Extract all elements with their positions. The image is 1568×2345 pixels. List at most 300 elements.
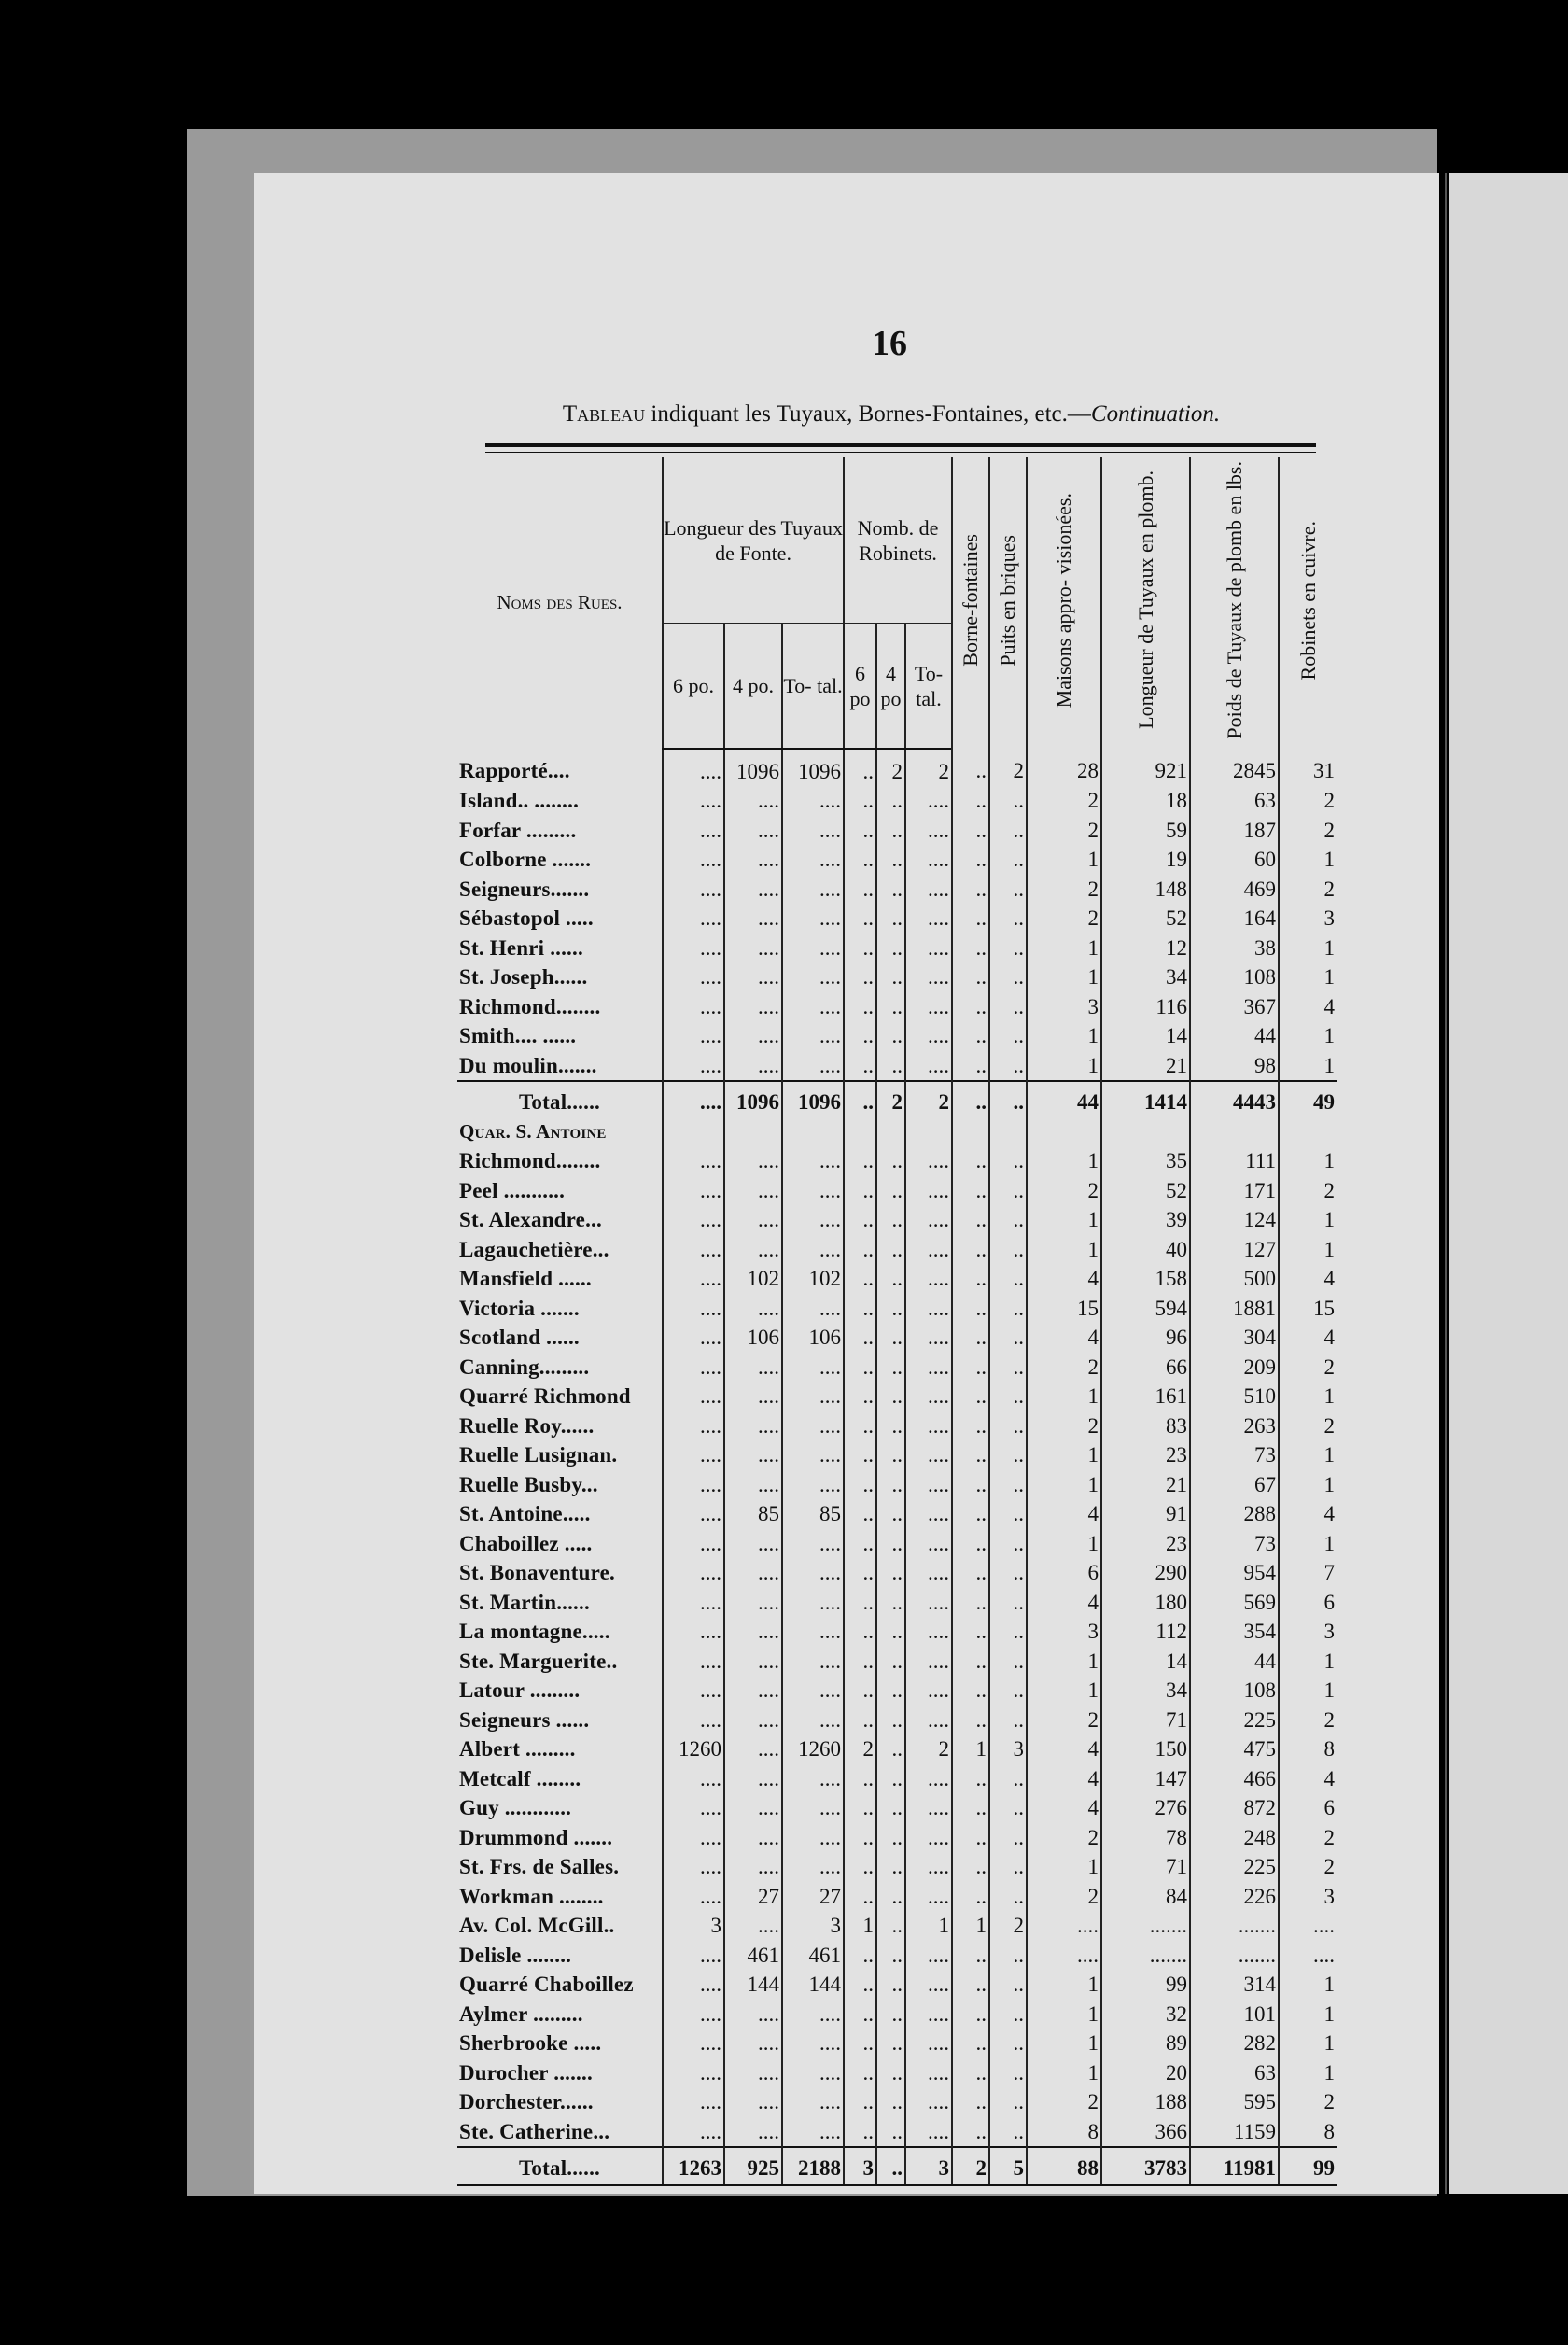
cell-value: 106 (724, 1323, 782, 1353)
cell-value: .. (989, 1558, 1027, 1588)
street-name: Victoria ....... (459, 1296, 580, 1320)
cell-value: .. (952, 2029, 989, 2058)
cell-value: 1 (1027, 2058, 1101, 2088)
table-row (457, 1440, 1337, 1470)
cell-value: .. (989, 816, 1027, 846)
cell-value: 872 (1190, 1793, 1279, 1823)
cell-value: .... (663, 1617, 724, 1647)
cell-value: .. (952, 1088, 989, 1117)
cell-value: .. (952, 2087, 989, 2117)
cell-value: .. (844, 1176, 876, 1206)
cell-value: 6 (1027, 1558, 1101, 1588)
cell-value: .... (905, 1647, 952, 1677)
table-row (457, 1911, 1337, 1941)
cell-value: .... (724, 1823, 782, 1853)
cell-value: .... (663, 2087, 724, 2117)
cell-value: 1 (844, 1911, 876, 1941)
cell-value: .... (782, 1823, 844, 1853)
cell-value: .... (724, 1676, 782, 1706)
cell-value: .... (724, 2000, 782, 2029)
street-name: Richmond........ (459, 1149, 601, 1173)
cell-value: .... (782, 1051, 844, 1082)
cell-value: .. (989, 1764, 1027, 1794)
cell-value: .... (1027, 1941, 1101, 1971)
street-name: Forfar ......... (459, 818, 577, 842)
cell-value: .... (905, 845, 952, 875)
cell-value: .... (663, 1176, 724, 1206)
cell-value: .. (952, 1235, 989, 1265)
cell-value: 2 (1279, 2087, 1337, 2117)
cell-value: .. (989, 1382, 1027, 1411)
cell-value: .... (782, 1706, 844, 1735)
street-name: Dorchester...... (459, 2090, 594, 2114)
cell-value: 263 (1190, 1411, 1279, 1441)
cell-value: .. (844, 1411, 876, 1441)
cell-value: .... (663, 1051, 724, 1082)
cell-value: 2 (1027, 1411, 1101, 1441)
cell-value: .. (952, 1793, 989, 1823)
cell-value: .. (989, 1440, 1027, 1470)
cell-value: 59 (1101, 816, 1190, 846)
cell-value: .. (952, 1051, 989, 1082)
street-name: St. Henri ...... (459, 935, 583, 960)
cell-value: .. (989, 1146, 1027, 1176)
cell-value: .. (989, 2117, 1027, 2148)
cell-value: .. (876, 1734, 905, 1764)
cell-value: .. (876, 2117, 905, 2148)
cell-value: .. (876, 1882, 905, 1912)
cell-value: .. (952, 1852, 989, 1882)
cell-value: .. (876, 1146, 905, 1176)
cell-value: .. (989, 1470, 1027, 1500)
cell-value: 954 (1190, 1558, 1279, 1588)
cell-value: 4 (1027, 1588, 1101, 1618)
cell-value: .. (952, 962, 989, 992)
street-name: Total...... (519, 1090, 600, 1115)
table-row (457, 1764, 1337, 1794)
cell-value: .. (844, 1558, 876, 1588)
cell-value: .. (844, 1499, 876, 1529)
cell-value: 1 (1279, 1440, 1337, 1470)
cell-value: .. (952, 1588, 989, 1618)
cell-value: .. (844, 1529, 876, 1559)
cell-value: 1 (1279, 1470, 1337, 1500)
cell-value: .... (724, 1353, 782, 1383)
header-rob-total: To- tal. (905, 624, 952, 749)
cell-value: 475 (1190, 1734, 1279, 1764)
street-name: Drummond ....... (459, 1825, 613, 1849)
header-fonte-total: To- tal. (782, 624, 844, 749)
cell-value: .. (876, 1353, 905, 1383)
cell-value: 187 (1190, 816, 1279, 846)
cell-value: .. (844, 1793, 876, 1823)
cell-value: 1414 (1101, 1088, 1190, 1117)
cell-value: .. (876, 992, 905, 1022)
cell-value: .... (1027, 1911, 1101, 1941)
cell-value: .. (952, 934, 989, 963)
cell-value: 38 (1190, 934, 1279, 963)
cell-value: .... (782, 1294, 844, 1324)
cell-value: .... (663, 962, 724, 992)
cell-value: .. (989, 1021, 1027, 1051)
table-row (457, 1411, 1337, 1441)
cell-value: 63 (1190, 786, 1279, 816)
cell-value: 1 (1027, 2029, 1101, 2058)
cell-value: 4 (1027, 1793, 1101, 1823)
street-name: Delisle ........ (459, 1943, 572, 1967)
cell-value: 101 (1190, 2000, 1279, 2029)
cell-value: .. (844, 2087, 876, 2117)
street-name: Peel ........... (459, 1178, 566, 1202)
cell-value: 1 (1027, 2000, 1101, 2029)
table-body (457, 749, 1337, 2185)
cell-value: .. (876, 1706, 905, 1735)
cell-value: .... (905, 816, 952, 846)
cell-value: .. (844, 845, 876, 875)
cell-value: .. (876, 845, 905, 875)
street-name: Sherbrooke ..... (459, 2031, 602, 2056)
cell-value: .. (952, 1970, 989, 2000)
cell-value: .... (905, 1793, 952, 1823)
table-row (457, 1470, 1337, 1500)
cell-value: 1 (1027, 962, 1101, 992)
page-number: 16 (872, 324, 907, 363)
cell-value: .. (952, 1499, 989, 1529)
cell-value: .... (663, 1294, 724, 1324)
cell-value: 2 (1279, 1852, 1337, 1882)
subtotal-row (457, 1088, 1337, 1117)
cell-value: .... (724, 1793, 782, 1823)
cell-value: 2 (1279, 1706, 1337, 1735)
cell-value: .. (876, 786, 905, 816)
cell-value: 1 (1279, 1051, 1337, 1082)
cell-value: 1 (1027, 1021, 1101, 1051)
cell-value: 1 (1279, 1205, 1337, 1235)
header-longueur: Longueur des Tuyaux de Fonte. (663, 457, 844, 624)
street-name: Canning......... (459, 1355, 590, 1379)
cell-value: 96 (1101, 1323, 1190, 1353)
cell-value: .... (905, 875, 952, 905)
cell-value: .. (989, 1235, 1027, 1265)
cell-value: .... (663, 875, 724, 905)
cell-value: 34 (1101, 962, 1190, 992)
cell-value: .. (844, 2058, 876, 2088)
cell-value: .... (905, 1440, 952, 1470)
cell-value: 366 (1101, 2117, 1190, 2148)
cell-value: 2 (905, 1734, 952, 1764)
cell-value: .... (782, 1617, 844, 1647)
cell-value: 164 (1190, 904, 1279, 934)
cell-value: .... (782, 1382, 844, 1411)
cell-value: .. (989, 1706, 1027, 1735)
cell-value: .... (724, 934, 782, 963)
cell-value: .. (952, 1764, 989, 1794)
cell-value: 282 (1190, 2029, 1279, 2058)
street-name: St. Antoine..... (459, 1502, 591, 1526)
cell-value: .. (844, 904, 876, 934)
cell-value: .. (876, 1676, 905, 1706)
street-name: Latour ......... (459, 1678, 581, 1703)
cell-value: 4 (1027, 1264, 1101, 1294)
cell-value: .... (724, 1382, 782, 1411)
table-row (457, 1382, 1337, 1411)
cell-value: .. (952, 786, 989, 816)
cell-value: .. (876, 1294, 905, 1324)
table-row (457, 1205, 1337, 1235)
cell-value: .... (782, 1793, 844, 1823)
cell-value: .. (989, 904, 1027, 934)
cell-value: .... (663, 1353, 724, 1383)
cell-value: .... (724, 1529, 782, 1559)
cell-value: .... (724, 2058, 782, 2088)
cell-value: 108 (1190, 962, 1279, 992)
cell-value: 19 (1101, 845, 1190, 875)
cell-value: 1 (1027, 1382, 1101, 1411)
cell-value: 2 (1279, 786, 1337, 816)
cell-value: .... (663, 1529, 724, 1559)
street-name: La montagne..... (459, 1620, 610, 1644)
cell-value: .... (905, 1051, 952, 1082)
cell-value: .. (876, 1235, 905, 1265)
cell-value: 1263 (663, 2154, 724, 2184)
title-rule-thin (485, 452, 1316, 453)
cell-value: 106 (782, 1323, 844, 1353)
cell-value: .. (844, 1021, 876, 1051)
cell-value: .... (782, 1176, 844, 1206)
title-prefix: Tableau (562, 401, 646, 427)
cell-value: .... (782, 1588, 844, 1618)
cell-value: 1 (1279, 1529, 1337, 1559)
cell-value: 148 (1101, 875, 1190, 905)
cell-value: .... (663, 845, 724, 875)
cell-value: .... (663, 1764, 724, 1794)
cell-value: .... (663, 1470, 724, 1500)
cell-value: 5 (989, 2154, 1027, 2184)
cell-value: .... (724, 1588, 782, 1618)
table-row (457, 1146, 1337, 1176)
cell-value: .. (844, 1647, 876, 1677)
cell-value: .... (724, 1647, 782, 1677)
cell-value: .. (844, 1588, 876, 1618)
cell-value: 921 (1101, 749, 1190, 787)
cell-value: 3 (782, 1911, 844, 1941)
cell-value: .. (876, 816, 905, 846)
table-row (457, 786, 1337, 816)
cell-value: .. (876, 1470, 905, 1500)
cell-value: .... (663, 1499, 724, 1529)
cell-value: 85 (724, 1499, 782, 1529)
street-name: Aylmer ......... (459, 2001, 583, 2026)
cell-value: .. (876, 875, 905, 905)
cell-value: .. (989, 1852, 1027, 1882)
cell-value: .... (724, 1235, 782, 1265)
cell-value: 1159 (1190, 2117, 1279, 2148)
cell-value: 461 (782, 1941, 844, 1971)
cell-value: .. (876, 1911, 905, 1941)
cell-value: .. (989, 1647, 1027, 1677)
cell-value: .... (724, 1470, 782, 1500)
cell-value: 1 (1279, 934, 1337, 963)
cell-value: .... (782, 1558, 844, 1588)
cell-value: 2 (1027, 2087, 1101, 2117)
cell-value: 21 (1101, 1470, 1190, 1500)
table-row (457, 1647, 1337, 1677)
table-row (457, 1499, 1337, 1529)
cell-value: .. (989, 875, 1027, 905)
cell-value: 8 (1279, 2117, 1337, 2148)
cell-value: 144 (724, 1970, 782, 2000)
table-row (457, 1970, 1337, 2000)
cell-value: .... (663, 1382, 724, 1411)
cell-value: .. (952, 992, 989, 1022)
cell-value: 3 (905, 2154, 952, 2184)
cell-value: .. (876, 1588, 905, 1618)
cell-value: .... (782, 845, 844, 875)
cell-value: .. (844, 1706, 876, 1735)
cell-value: 2 (1027, 1823, 1101, 1853)
cell-value: 1 (952, 1734, 989, 1764)
cell-value: 28 (1027, 749, 1101, 787)
cell-value: 2 (989, 749, 1027, 787)
cell-value: .... (724, 992, 782, 1022)
cell-value: 500 (1190, 1264, 1279, 1294)
cell-value: .. (844, 1294, 876, 1324)
street-name: Ste. Marguerite.. (459, 1649, 618, 1673)
table-row (457, 962, 1337, 992)
cell-value: .... (782, 816, 844, 846)
cell-value: .. (876, 2154, 905, 2184)
cell-value: .. (952, 1146, 989, 1176)
cell-value: 2 (1279, 875, 1337, 905)
cell-value: .. (844, 749, 876, 787)
cell-value: 8 (1027, 2117, 1101, 2148)
cell-value: .... (663, 1411, 724, 1441)
street-name: Quarré Chaboillez (459, 1973, 634, 1997)
cell-value: 2 (844, 1734, 876, 1764)
cell-value: 18 (1101, 786, 1190, 816)
cell-value: .. (989, 1323, 1027, 1353)
cell-value: 3 (1279, 904, 1337, 934)
cell-value: .... (782, 2087, 844, 2117)
cell-value: 34 (1101, 1676, 1190, 1706)
cell-value: .... (724, 1911, 782, 1941)
cell-value: .. (952, 1021, 989, 1051)
cell-value: 112 (1101, 1617, 1190, 1647)
cell-value: .. (989, 934, 1027, 963)
cell-value: .. (844, 1823, 876, 1853)
cell-value: 14 (1101, 1021, 1190, 1051)
table-row (457, 904, 1337, 934)
cell-value: .. (844, 1676, 876, 1706)
cell-value: .. (989, 1941, 1027, 1971)
cell-value: 102 (724, 1264, 782, 1294)
cell-value: .... (724, 1617, 782, 1647)
cell-value: 71 (1101, 1852, 1190, 1882)
cell-value: .. (952, 1647, 989, 1677)
cell-value: .. (844, 1264, 876, 1294)
cell-value: 1260 (663, 1734, 724, 1764)
cell-value: .. (876, 1823, 905, 1853)
cell-value: .. (844, 2000, 876, 2029)
cell-value: .... (905, 934, 952, 963)
table-row (457, 1852, 1337, 1882)
street-name: Colborne ....... (459, 848, 592, 872)
cell-value: .. (952, 1382, 989, 1411)
table-row (457, 1617, 1337, 1647)
cell-value: 248 (1190, 1823, 1279, 1853)
cell-value: 3 (1027, 992, 1101, 1022)
cell-value: .. (844, 992, 876, 1022)
cell-value: 188 (1101, 2087, 1190, 2117)
cell-value: .. (989, 1676, 1027, 1706)
street-name: Av. Col. McGill.. (459, 1914, 615, 1938)
cell-value: 925 (724, 2154, 782, 2184)
cell-value: 290 (1101, 1558, 1190, 1588)
cell-value: .. (952, 1676, 989, 1706)
table-row (457, 1882, 1337, 1912)
cell-value: .. (876, 1764, 905, 1794)
cell-value: .. (989, 1823, 1027, 1853)
page-fold (1445, 173, 1447, 2194)
cell-value: .... (905, 2000, 952, 2029)
cell-value: .. (952, 1205, 989, 1235)
cell-value: .. (952, 1882, 989, 1912)
cell-value: 304 (1190, 1323, 1279, 1353)
cell-value: 225 (1190, 1852, 1279, 1882)
cell-value: 60 (1190, 845, 1279, 875)
cell-value: .... (905, 2058, 952, 2088)
street-name: Ruelle Busby... (459, 1472, 598, 1496)
table-row (457, 1323, 1337, 1353)
title-rule (485, 443, 1316, 447)
cell-value: 1 (1279, 1021, 1337, 1051)
street-name: Richmond........ (459, 994, 601, 1018)
cell-value: 2 (1027, 1706, 1101, 1735)
cell-value: .. (989, 2058, 1027, 2088)
cell-value: .. (952, 904, 989, 934)
cell-value: .. (844, 1470, 876, 1500)
cell-value: .. (952, 1294, 989, 1324)
street-name: Ruelle Roy...... (459, 1413, 595, 1438)
cell-value: .. (989, 992, 1027, 1022)
cell-value: .... (663, 786, 724, 816)
cell-value: .... (782, 1647, 844, 1677)
cell-value: .... (724, 962, 782, 992)
cell-value: .. (876, 2029, 905, 2058)
cell-value: 2845 (1190, 749, 1279, 787)
cell-value: .... (905, 1706, 952, 1735)
cell-value: .... (724, 1558, 782, 1588)
cell-value: 73 (1190, 1529, 1279, 1559)
title-middle: indiquant les Tuyaux, Bornes-Fontaines, etc.— (645, 401, 1091, 427)
cell-value: .... (782, 1764, 844, 1794)
cell-value: .... (724, 1021, 782, 1051)
cell-value: .. (952, 1411, 989, 1441)
cell-value: 23 (1101, 1529, 1190, 1559)
cell-value: 83 (1101, 1411, 1190, 1441)
cell-value: .... (782, 992, 844, 1022)
cell-value: 314 (1190, 1970, 1279, 2000)
cell-value: .... (905, 1764, 952, 1794)
cell-value: .... (724, 2029, 782, 2058)
cell-value: 15 (1279, 1294, 1337, 1324)
cell-value: 49 (1279, 1088, 1337, 1117)
cell-value: 32 (1101, 2000, 1190, 2029)
cell-value: .... (782, 904, 844, 934)
street-name: Island.. ........ (459, 789, 580, 813)
cell-value: 2 (876, 749, 905, 787)
table-row (457, 2087, 1337, 2117)
